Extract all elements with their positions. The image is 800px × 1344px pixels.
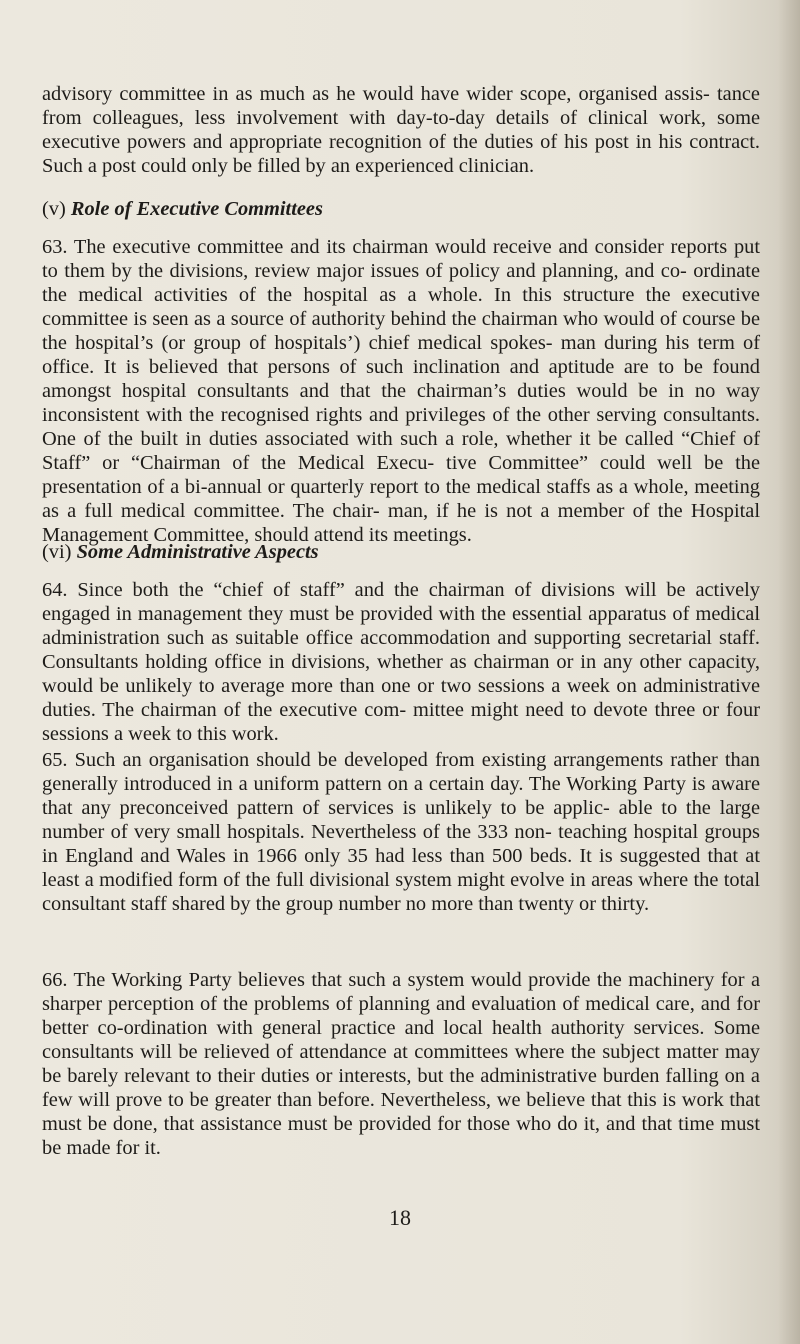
section-heading-administrative-aspects bbox=[42, 540, 319, 564]
paragraph-64: 64. Since both the “chief of staff” and the chairman of divisions will be actively engaged in management they must be provided with the essential apparatus of medical administration such as suitable office accommodation and supporting secretarial staff. Consultants holding office in divisions, whether as chairman or in any other capacity, would be unlikely to average more than one or two sessions a week on administrative duties. The chairman of the executive com- mittee might need to devote three or four sessions a week to this work. bbox=[42, 579, 760, 745]
page-number: 18 bbox=[389, 1205, 411, 1230]
paragraph-66: 66. The Working Party believes that such a system would provide the machinery for a sharper perception of the problems of planning and evaluation of medical care, and for better co-ordination with general practice and local health authority services. Some consultants will be relieved of attendance at committees where the subject matter may be barely relevant to their duties or interests, but the administrative burden falling on a few will prove to be greater than before. Nevertheless, we believe that this is work that must be done, that assistance must be provided for those who do it, and that time must be made for it. bbox=[42, 969, 760, 1159]
section-title: Some Administrative Aspects bbox=[76, 541, 319, 563]
paragraph-intro: advisory committee in as much as he would have wider scope, organised assis- tance from colleagues, less involvement with day-to-day details of clinical work, some executive powers and appropriate recognition of the duties of his post in his contract. Such a post could only be filled by an experienced clinician. bbox=[42, 83, 760, 177]
section-heading-executive-committees bbox=[42, 197, 323, 221]
section-number: (v) bbox=[42, 198, 66, 220]
paragraph-65: 65. Such an organisation should be developed from existing arrangements rather than generally introduced in a uniform pattern on a certain day. The Working Party is aware that any preconceived pattern of services is unlikely to be applic- able to the large number of very small hospitals. Nevertheless of the 333 non- teaching hospital groups in England and Wales in 1966 only 35 had less than 500 beds. It is suggested that at least a modified form of the full divisional system might evolve in areas where the total consultant staff shared by the group number no more than twenty or thirty. bbox=[42, 749, 760, 915]
page-edge-shadow bbox=[778, 0, 800, 1344]
section-number: (vi) bbox=[42, 541, 72, 563]
section-title: Role of Executive Committees bbox=[70, 198, 323, 220]
paragraph-63: 63. The executive committee and its chairman would receive and consider reports put to them by the divisions, review major issues of policy and planning, and co- ordinate the medical activities of the hospital as a whole. In this structure the executive committee is seen as a source of authority behind the chairman who would of course be the hospital’s (or group of hospitals’) chief medical spokes- man during his term of office. It is believed that persons of such inclination and aptitude are to be found amongst hospital consultants and that the chairman’s duties would be in no way inconsistent with the recognised rights and privileges of the other serving consultants. One of the built in duties associated with such a role, whether it be called “Chief of Staff” or “Chairman of the Medical Execu- tive Committee” could well be the presentation of a bi-annual or quarterly report to the medical staffs as a whole, meeting as a full medical committee. The chair- man, if he is not a member of the Hospital Management Committee, should attend its meetings. bbox=[42, 236, 760, 546]
